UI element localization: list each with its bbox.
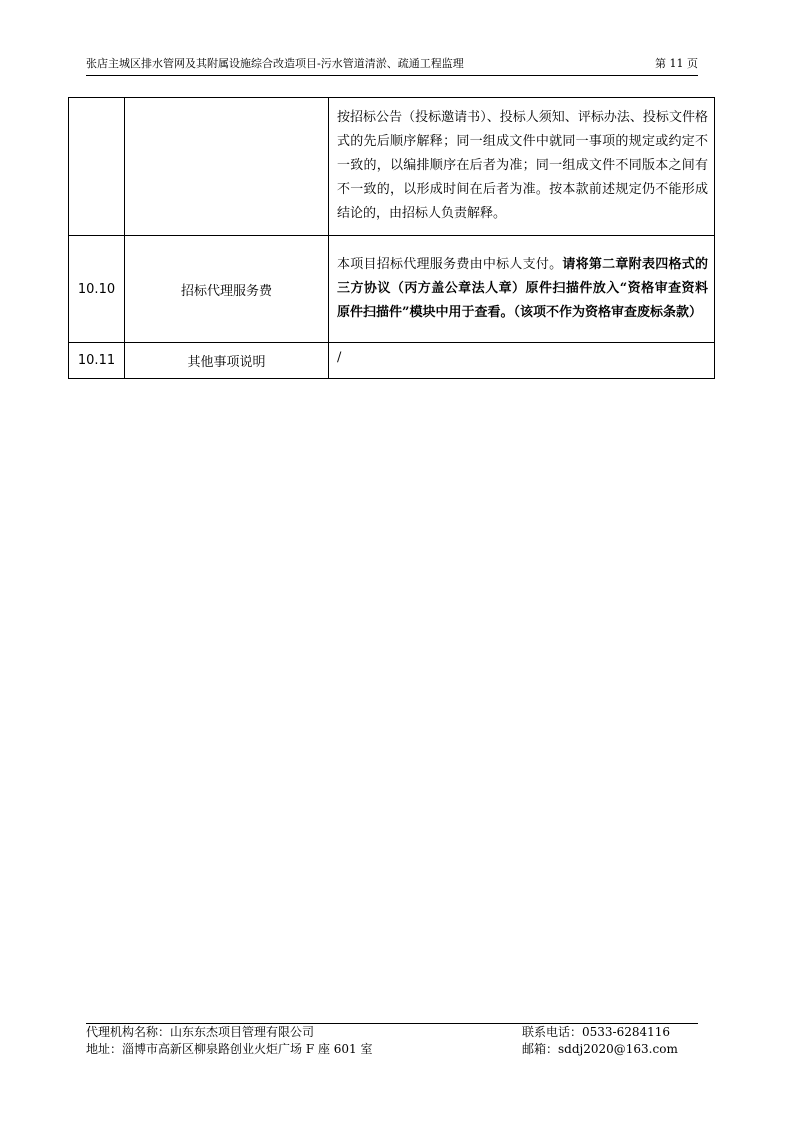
contact-phone: 联系电话：0533-6284116 bbox=[522, 1025, 671, 1039]
clause-item bbox=[125, 98, 329, 236]
footer-row bbox=[86, 1041, 698, 1058]
document-title: 张店主城区排水管网及其附属设施综合改造项目-污水管道清淤、疏通工程监理 bbox=[86, 57, 464, 70]
footer-row bbox=[86, 1024, 698, 1041]
clause-table bbox=[68, 97, 715, 379]
table-row bbox=[69, 98, 715, 236]
clause-content bbox=[329, 236, 715, 343]
clause-content: 按招标公告（投标邀请书）、投标人须知、评标办法、投标文件格式的先后顺序解释；同一组成文件中就同一事项的规定或约定不一致的，以编排顺序在后者为准；同一组成文件不同版本之间有不一致的，以形成时间在后者为准。按本款前述规定仍不能形成结论的，由招标人负责解释。 bbox=[329, 98, 715, 236]
clause-number: 10.10 bbox=[69, 236, 125, 343]
clause-content: / bbox=[329, 343, 715, 379]
page-header bbox=[86, 57, 698, 76]
clause-item: 招标代理服务费 bbox=[125, 236, 329, 343]
contact-email: 邮箱：sddj2020@163.com bbox=[522, 1042, 678, 1056]
clause-number: 10.11 bbox=[69, 343, 125, 379]
table-row bbox=[69, 236, 715, 343]
clause-content-text: 本项目招标代理服务费由中标人支付。 bbox=[337, 256, 563, 272]
agency-name: 代理机构名称：山东东杰项目管理有限公司 bbox=[86, 1025, 315, 1039]
page-footer bbox=[86, 1023, 698, 1058]
clause-content-bold: 请将第二章附表四格式的三方协议（丙方盖公章法人章）原件扫描件放入“资格审查资料原件扫描件”模块中用于查看。（该项不作为资格审查废标条款） bbox=[337, 256, 708, 320]
agency-address: 地址：淄博市高新区柳泉路创业火炬广场 F 座 601 室 bbox=[86, 1042, 373, 1056]
table-row bbox=[69, 343, 715, 379]
page-number: 第 11 页 bbox=[655, 57, 698, 70]
clause-item: 其他事项说明 bbox=[125, 343, 329, 379]
clause-number bbox=[69, 98, 125, 236]
